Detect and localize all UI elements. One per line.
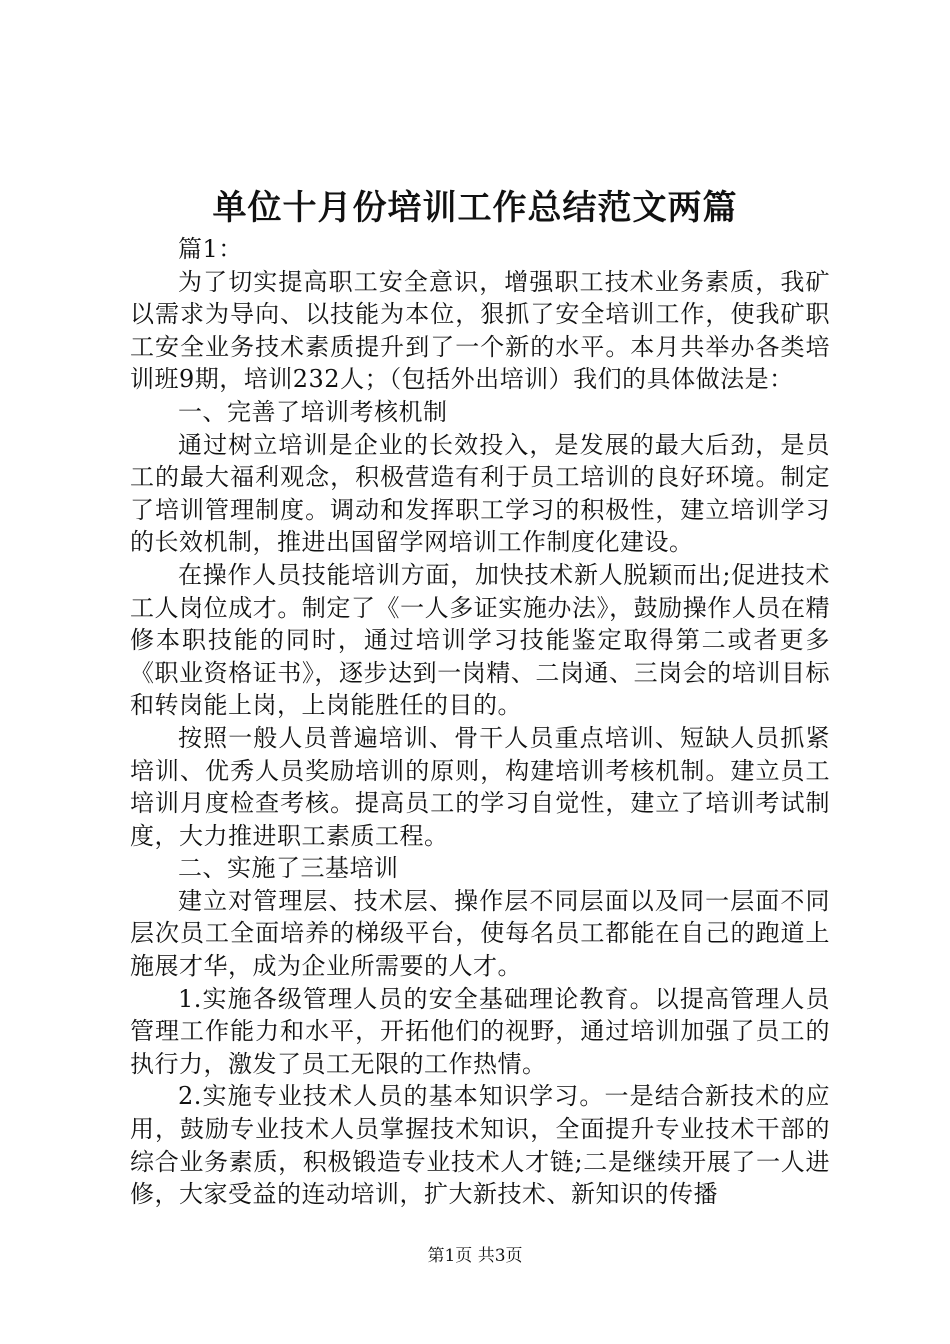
document-body [130,233,830,1211]
paragraph: 建立对管理层、技术层、操作层不同层面以及同一层面不同层次员工全面培养的梯级平台，使每名员工都能在自己的跑道上施展才华，成为企业所需要的人才。 [130,886,830,981]
paragraph: 在操作人员技能培训方面，加快技术新人脱颖而出;促进技术工人岗位成才。制定了《一人多证实施办法》，鼓励操作人员在精修本职技能的同时，通过培训学习技能鉴定取得第二或者更多《职业资格证书》，逐步达到一岗精、二岗通、三岗会的培训目标和转岗能上岗，上岗能胜任的目的。 [130,560,830,720]
paragraph-item-1: 1.实施各级管理人员的安全基础理论教育。以提高管理人员管理工作能力和水平，开拓他们的视野，通过培训加强了员工的执行力，激发了员工无限的工作热情。 [130,984,830,1078]
paragraph: 通过树立培训是企业的长效投入，是发展的最大后劲，是员工的最大福利观念，积极营造有利于员工培训的良好环境。制定了培训管理制度。调动和发挥职工学习的积极性，建立培训学习的长效机制，推进出国留学网培训工作制度化建设。 [130,430,830,557]
paragraph-item-2: 2.实施专业技术人员的基本知识学习。一是结合新技术的应用，鼓励专业技术人员掌握技术知识，全面提升专业技术干部的综合业务素质，积极锻造专业技术人才链;二是继续开展了一人进修，大家受益的连动培训，扩大新技术、新知识的传播 [130,1082,830,1209]
paragraph: 按照一般人员普遍培训、骨干人员重点培训、短缺人员抓紧培训、优秀人员奖励培训的原则，构建培训考核机制。建立员工培训月度检查考核。提高员工的学习自觉性，建立了培训考试制度，大力推进职工素质工程。 [130,723,830,850]
document-title: 单位十月份培训工作总结范文两篇 [212,188,738,228]
paragraph-intro: 为了切实提高职工安全意识，增强职工技术业务素质，我矿以需求为导向、以技能为本位，狠抓了安全培训工作，使我矿职工安全业务技术素质提升到了一个新的水平。本月共举办各类培训班9期，培训232人；（包括外出培训）我们的具体做法是： [130,267,830,394]
section-heading-1: 一、完善了培训考核机制 [178,397,448,426]
section-heading-2: 二、实施了三基培训 [178,854,399,883]
paragraph-chapter-label: 篇1： [178,235,243,263]
page-number-footer: 第1页 共3页 [427,1246,523,1266]
